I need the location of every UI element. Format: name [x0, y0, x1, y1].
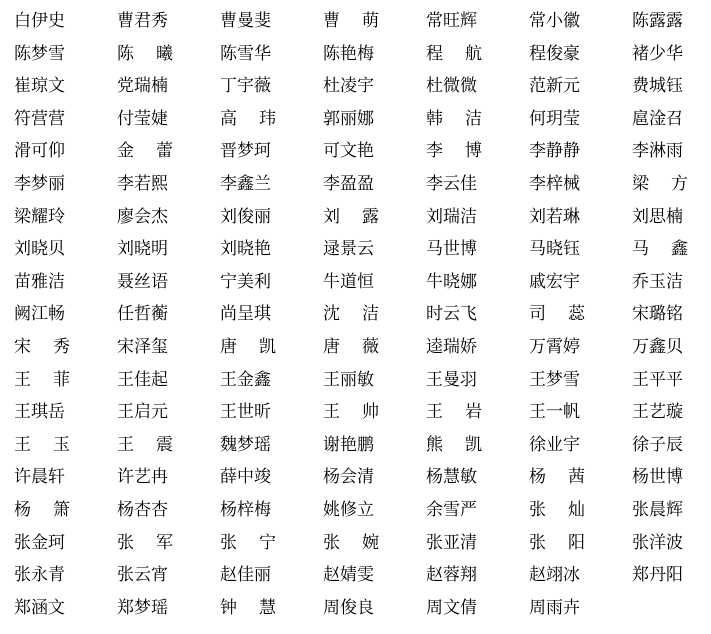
name-entry: 宋璐铭: [632, 304, 683, 325]
name-entry: 熊 凯: [426, 434, 482, 455]
name-entry: 张金珂: [14, 532, 65, 553]
name-entry: 何玥莹: [529, 108, 580, 129]
name-entry: 郑丹阳: [632, 565, 683, 586]
name-entry: 马 鑫: [632, 239, 688, 260]
name-entry: 司 蕊: [529, 304, 585, 325]
name-entry: 赵蓉翔: [426, 565, 477, 586]
name-entry: 王世昕: [220, 402, 271, 423]
name-entry: 李梦丽: [14, 173, 65, 194]
name-entry: 党瑞楠: [117, 76, 168, 97]
name-entry: 程 航: [426, 43, 482, 64]
name-entry: 杜微微: [426, 76, 477, 97]
name-entry: 王 震: [117, 434, 173, 455]
name-entry: 周雨卉: [529, 597, 580, 618]
name-entry: 李静静: [529, 141, 580, 162]
name-entry: 谢艳鹏: [323, 434, 374, 455]
name-entry: 范新元: [529, 76, 580, 97]
name-entry: 余雪严: [426, 499, 477, 520]
name-entry: 褚少华: [632, 43, 683, 64]
name-entry: 周文倩: [426, 597, 477, 618]
name-entry: 张 灿: [529, 499, 585, 520]
name-entry: 李若熙: [117, 173, 168, 194]
name-entry: 许艺冉: [117, 467, 168, 488]
name-entry: 金 蕾: [117, 141, 173, 162]
name-entry: 王艺璇: [632, 402, 683, 423]
name-entry: 杨杏杏: [117, 499, 168, 520]
name-entry: 晋梦珂: [220, 141, 271, 162]
name-entry: 刘思楠: [632, 206, 683, 227]
name-entry: 郑梦瑶: [117, 597, 168, 618]
name-entry: 梁 方: [632, 173, 688, 194]
name-entry: 刘 露: [323, 206, 379, 227]
name-entry: 张晨辉: [632, 499, 683, 520]
name-entry: 陈艳梅: [323, 43, 374, 64]
name-entry: 李盈盈: [323, 173, 374, 194]
name-entry: 李鑫兰: [220, 173, 271, 194]
name-entry: 李云佳: [426, 173, 477, 194]
name-entry: 可文艳: [323, 141, 374, 162]
name-entry: 刘晓艳: [220, 239, 271, 260]
name-entry: 赵翊冰: [529, 565, 580, 586]
name-entry: 任哲蘅: [117, 304, 168, 325]
name-entry: 宁美利: [220, 271, 271, 292]
name-entry: 逯景云: [323, 239, 374, 260]
name-entry: 杜凌宇: [323, 76, 374, 97]
name-entry: 韩 洁: [426, 108, 482, 129]
name-entry: 曹 萌: [323, 11, 379, 31]
name-entry: 白伊史: [14, 11, 65, 31]
name-entry: 杨 箫: [14, 499, 70, 520]
name-entry: 李 博: [426, 141, 482, 162]
name-entry: 曹君秀: [117, 11, 168, 31]
name-entry: 尚呈琪: [220, 304, 271, 325]
name-entry: 牛晓娜: [426, 271, 477, 292]
name-entry: 丁宇薇: [220, 76, 271, 97]
name-entry: 聂丝语: [117, 271, 168, 292]
name-entry: 王 菲: [14, 369, 70, 390]
name-entry: 付莹婕: [117, 108, 168, 129]
name-entry: 钟 慧: [220, 597, 276, 618]
name-entry: 高 玮: [220, 108, 276, 129]
name-entry: 乔玉洁: [632, 271, 683, 292]
name-entry: 费城钰: [632, 76, 683, 97]
name-entry: 廖会杰: [117, 206, 168, 227]
name-entry: 唐 凯: [220, 336, 276, 357]
name-entry: 马晓钰: [529, 239, 580, 260]
name-entry: 郭丽娜: [323, 108, 374, 129]
name-entry: 徐子辰: [632, 434, 683, 455]
name-entry: 张永青: [14, 565, 65, 586]
name-entry: 周俊良: [323, 597, 374, 618]
name-entry: 姚修立: [323, 499, 374, 520]
name-entry: 薛中竣: [220, 467, 271, 488]
name-entry: 刘俊丽: [220, 206, 271, 227]
name-entry: 崔琼文: [14, 76, 65, 97]
name-entry: 魏梦瑶: [220, 434, 271, 455]
name-entry: 刘瑞洁: [426, 206, 477, 227]
name-entry: 张亚清: [426, 532, 477, 553]
name-entry: 苗雅洁: [14, 271, 65, 292]
name-entry: 陈露露: [632, 11, 683, 31]
name-entry: 张洋波: [632, 532, 683, 553]
name-entry: 常小徽: [529, 11, 580, 31]
name-entry: 刘晓贝: [14, 239, 65, 260]
name-entry: 符营营: [14, 108, 65, 129]
name-entry: 杨 茜: [529, 467, 585, 488]
name-entry: 梁耀玲: [14, 206, 65, 227]
name-entry: 戚宏宇: [529, 271, 580, 292]
name-entry: 陈 曦: [117, 43, 173, 64]
name-entry: 逵瑞娇: [426, 336, 477, 357]
name-entry: 宋泽玺: [117, 336, 168, 357]
name-entry: 万霄婷: [529, 336, 580, 357]
name-entry: 常旺辉: [426, 11, 477, 31]
name-entry: 陈雪华: [220, 43, 271, 64]
name-entry: 张 婉: [323, 532, 379, 553]
name-entry: 王平平: [632, 369, 683, 390]
name-entry: 王梦雪: [529, 369, 580, 390]
name-entry: 王 岩: [426, 402, 482, 423]
name-entry: 郑涵文: [14, 597, 65, 618]
name-entry: 曹曼斐: [220, 11, 271, 31]
name-entry: 李梓械: [529, 173, 580, 194]
name-entry: 牛道恒: [323, 271, 374, 292]
name-entry: 唐 薇: [323, 336, 379, 357]
name-entry: 宋 秀: [14, 336, 70, 357]
name-entry: 时云飞: [426, 304, 477, 325]
name-entry: 王琪岳: [14, 402, 65, 423]
name-entry: 王启元: [117, 402, 168, 423]
name-entry: 王 帅: [323, 402, 379, 423]
name-entry: 滑可仰: [14, 141, 65, 162]
name-entry: 张 军: [117, 532, 173, 553]
name-entry: 徐业宇: [529, 434, 580, 455]
name-entry: 王丽敏: [323, 369, 374, 390]
name-entry: 杨世博: [632, 467, 683, 488]
name-entry: 王曼羽: [426, 369, 477, 390]
name-entry: 张 宁: [220, 532, 276, 553]
name-list-grid: [14, 5, 704, 624]
name-entry: 张云宵: [117, 565, 168, 586]
name-entry: 沈 洁: [323, 304, 379, 325]
name-entry: 扈淦召: [632, 108, 683, 129]
name-entry: 王佳起: [117, 369, 168, 390]
name-entry: 马世博: [426, 239, 477, 260]
name-entry: 赵佳丽: [220, 565, 271, 586]
name-entry: 杨会清: [323, 467, 374, 488]
name-entry: 杨梓梅: [220, 499, 271, 520]
name-entry: 王金鑫: [220, 369, 271, 390]
name-entry: 赵婧雯: [323, 565, 374, 586]
name-entry: 王一帆: [529, 402, 580, 423]
name-entry: 万鑫贝: [632, 336, 683, 357]
name-entry: 刘晓明: [117, 239, 168, 260]
name-entry: 王 玉: [14, 434, 70, 455]
name-entry: 许晨轩: [14, 467, 65, 488]
name-entry: 刘若琳: [529, 206, 580, 227]
name-entry: 陈梦雪: [14, 43, 65, 64]
name-entry: 杨慧敏: [426, 467, 477, 488]
name-entry: 程俊豪: [529, 43, 580, 64]
name-entry: 张 阳: [529, 532, 585, 553]
name-entry: 李淋雨: [632, 141, 683, 162]
name-entry: 阙江畅: [14, 304, 65, 325]
